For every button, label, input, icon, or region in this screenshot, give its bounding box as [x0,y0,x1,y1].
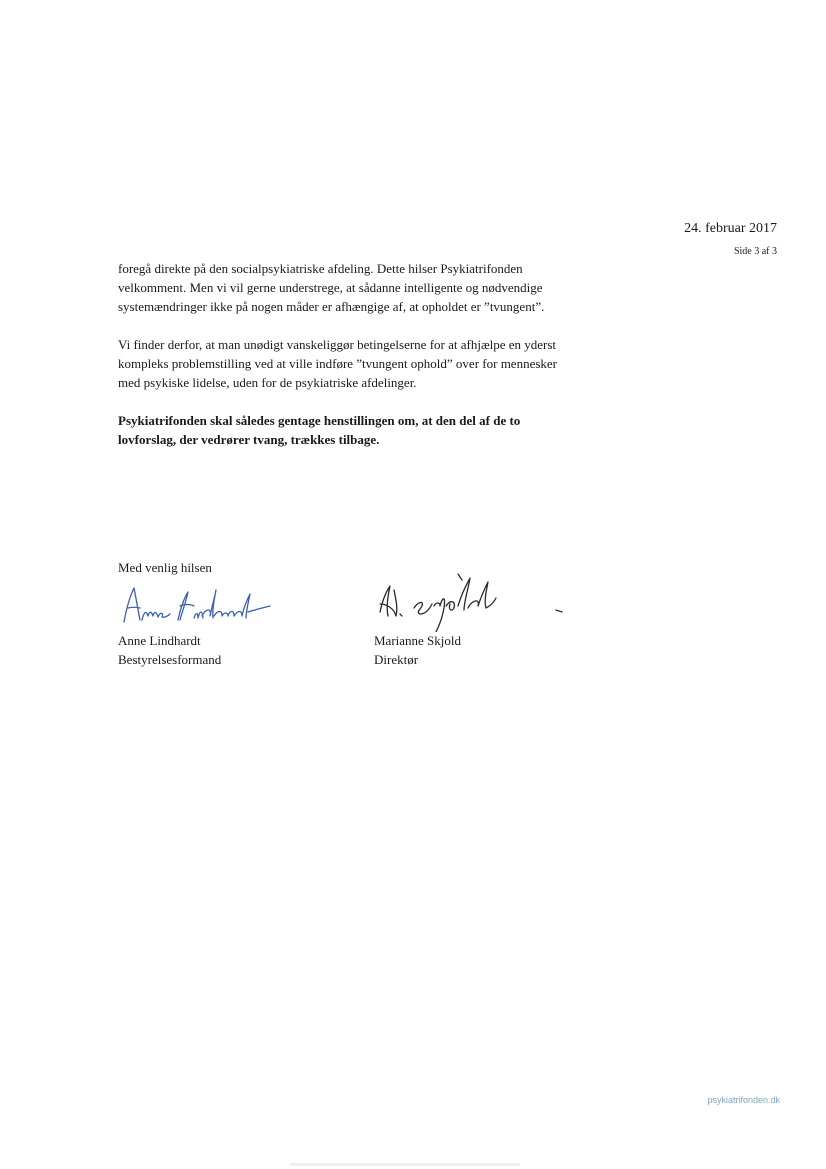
text-line: velkomment. Men vi vil gerne understrege, at sådanne intelligente og nødvendige [118,280,543,295]
signatory-title: Direktør [374,652,419,667]
text-line: kompleks problemstilling ved at ville indføre ”tvungent ophold” over for mennesker [118,356,558,371]
letter-body [118,259,618,449]
text-line: foregå direkte på den socialpsykiatriske afdeling. Dette hilser Psykiatrifonden [118,261,523,276]
page-number: Side 3 af 3 [733,246,777,257]
signatory-name: Anne Lindhardt [118,633,201,648]
closing-greeting: Med venlig hilsen [118,560,212,575]
text-line: Psykiatrifonden skal således gentage henstillingen om, at den del af de to [118,413,521,428]
signatory-name: Marianne Skjold [374,633,462,648]
paragraph-3-bold [118,411,618,449]
signatory-left [118,631,221,669]
signature-anne-lindhardt [118,582,283,630]
paragraph-1 [118,259,618,316]
footer-website: psykiatrifonden.dk [707,1095,780,1105]
bottom-divider [290,1163,520,1166]
signature-marianne-skjold [372,572,572,632]
signatory-title: Bestyrelsesformand [118,652,222,667]
text-line: med psykiske lidelse, uden for de psykiatriske afdelinger. [118,375,417,390]
text-line: Vi finder derfor, at man unødigt vanskeliggør betingelserne for at afhjælpe en yderst [118,337,557,352]
letter-date: 24. februar 2017 [684,221,777,236]
signatory-right [374,631,461,669]
text-line: lovforslag, der vedrører tvang, trækkes tilbage. [118,432,380,447]
text-line: systemændringer ikke på nogen måder er afhængige af, at opholdet er ”tvungent”. [118,299,545,314]
paragraph-2 [118,335,618,392]
